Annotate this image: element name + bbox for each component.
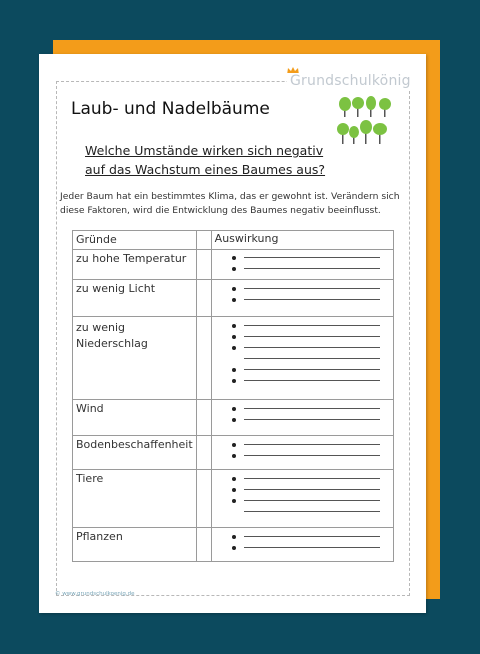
table-row: Tiere: [73, 470, 394, 528]
answer-line[interactable]: [212, 495, 393, 506]
answer-line[interactable]: [212, 506, 393, 517]
answer-line[interactable]: [212, 450, 393, 461]
answer-line[interactable]: [212, 403, 393, 414]
answer-line[interactable]: [212, 342, 393, 353]
header-gruende: Gründe: [73, 231, 197, 250]
table-row: Pflanzen: [73, 528, 394, 562]
table-row: zu wenig Licht: [73, 280, 394, 317]
answer-line[interactable]: [212, 439, 393, 450]
answer-line[interactable]: [212, 531, 393, 542]
answer-line[interactable]: [212, 473, 393, 484]
footer-copyright: © www.grundschulkoenig.de: [55, 591, 135, 597]
answer-line[interactable]: [212, 252, 393, 263]
page-title: Laub- und Nadelbäume: [71, 99, 270, 119]
answer-line[interactable]: [212, 542, 393, 553]
answer-line[interactable]: [212, 364, 393, 375]
header-auswirkung: Auswirkung: [211, 231, 393, 250]
answer-line[interactable]: [212, 414, 393, 425]
answer-line[interactable]: [212, 263, 393, 274]
answer-line[interactable]: [212, 484, 393, 495]
intro-text: Jeder Baum hat ein bestimmtes Klima, das er gewohnt ist. Verändern sich diese Faktoren, wird die Entwicklung des Baumes negativ beeinflusst.: [60, 191, 400, 216]
answer-line[interactable]: [212, 375, 393, 386]
table-row: Bodenbeschaffenheit: [73, 436, 394, 470]
answer-line[interactable]: [212, 331, 393, 342]
table-header: [73, 231, 394, 250]
reasons-table: [72, 230, 394, 562]
table-row: Wind: [73, 400, 394, 436]
answer-line[interactable]: [212, 283, 393, 294]
answer-line[interactable]: [212, 294, 393, 305]
table-row: zu wenig Niederschlag: [73, 317, 394, 400]
worksheet: [39, 54, 426, 613]
brand-logo: Grundschulkönig: [287, 73, 414, 89]
answer-line[interactable]: [212, 353, 393, 364]
trees-icon: [335, 94, 395, 154]
answer-line[interactable]: [212, 320, 393, 331]
table-row: zu hohe Temperatur: [73, 250, 394, 280]
question: Welche Umstände wirken sich negativ auf das Wachstum eines Baumes aus?: [85, 143, 326, 177]
